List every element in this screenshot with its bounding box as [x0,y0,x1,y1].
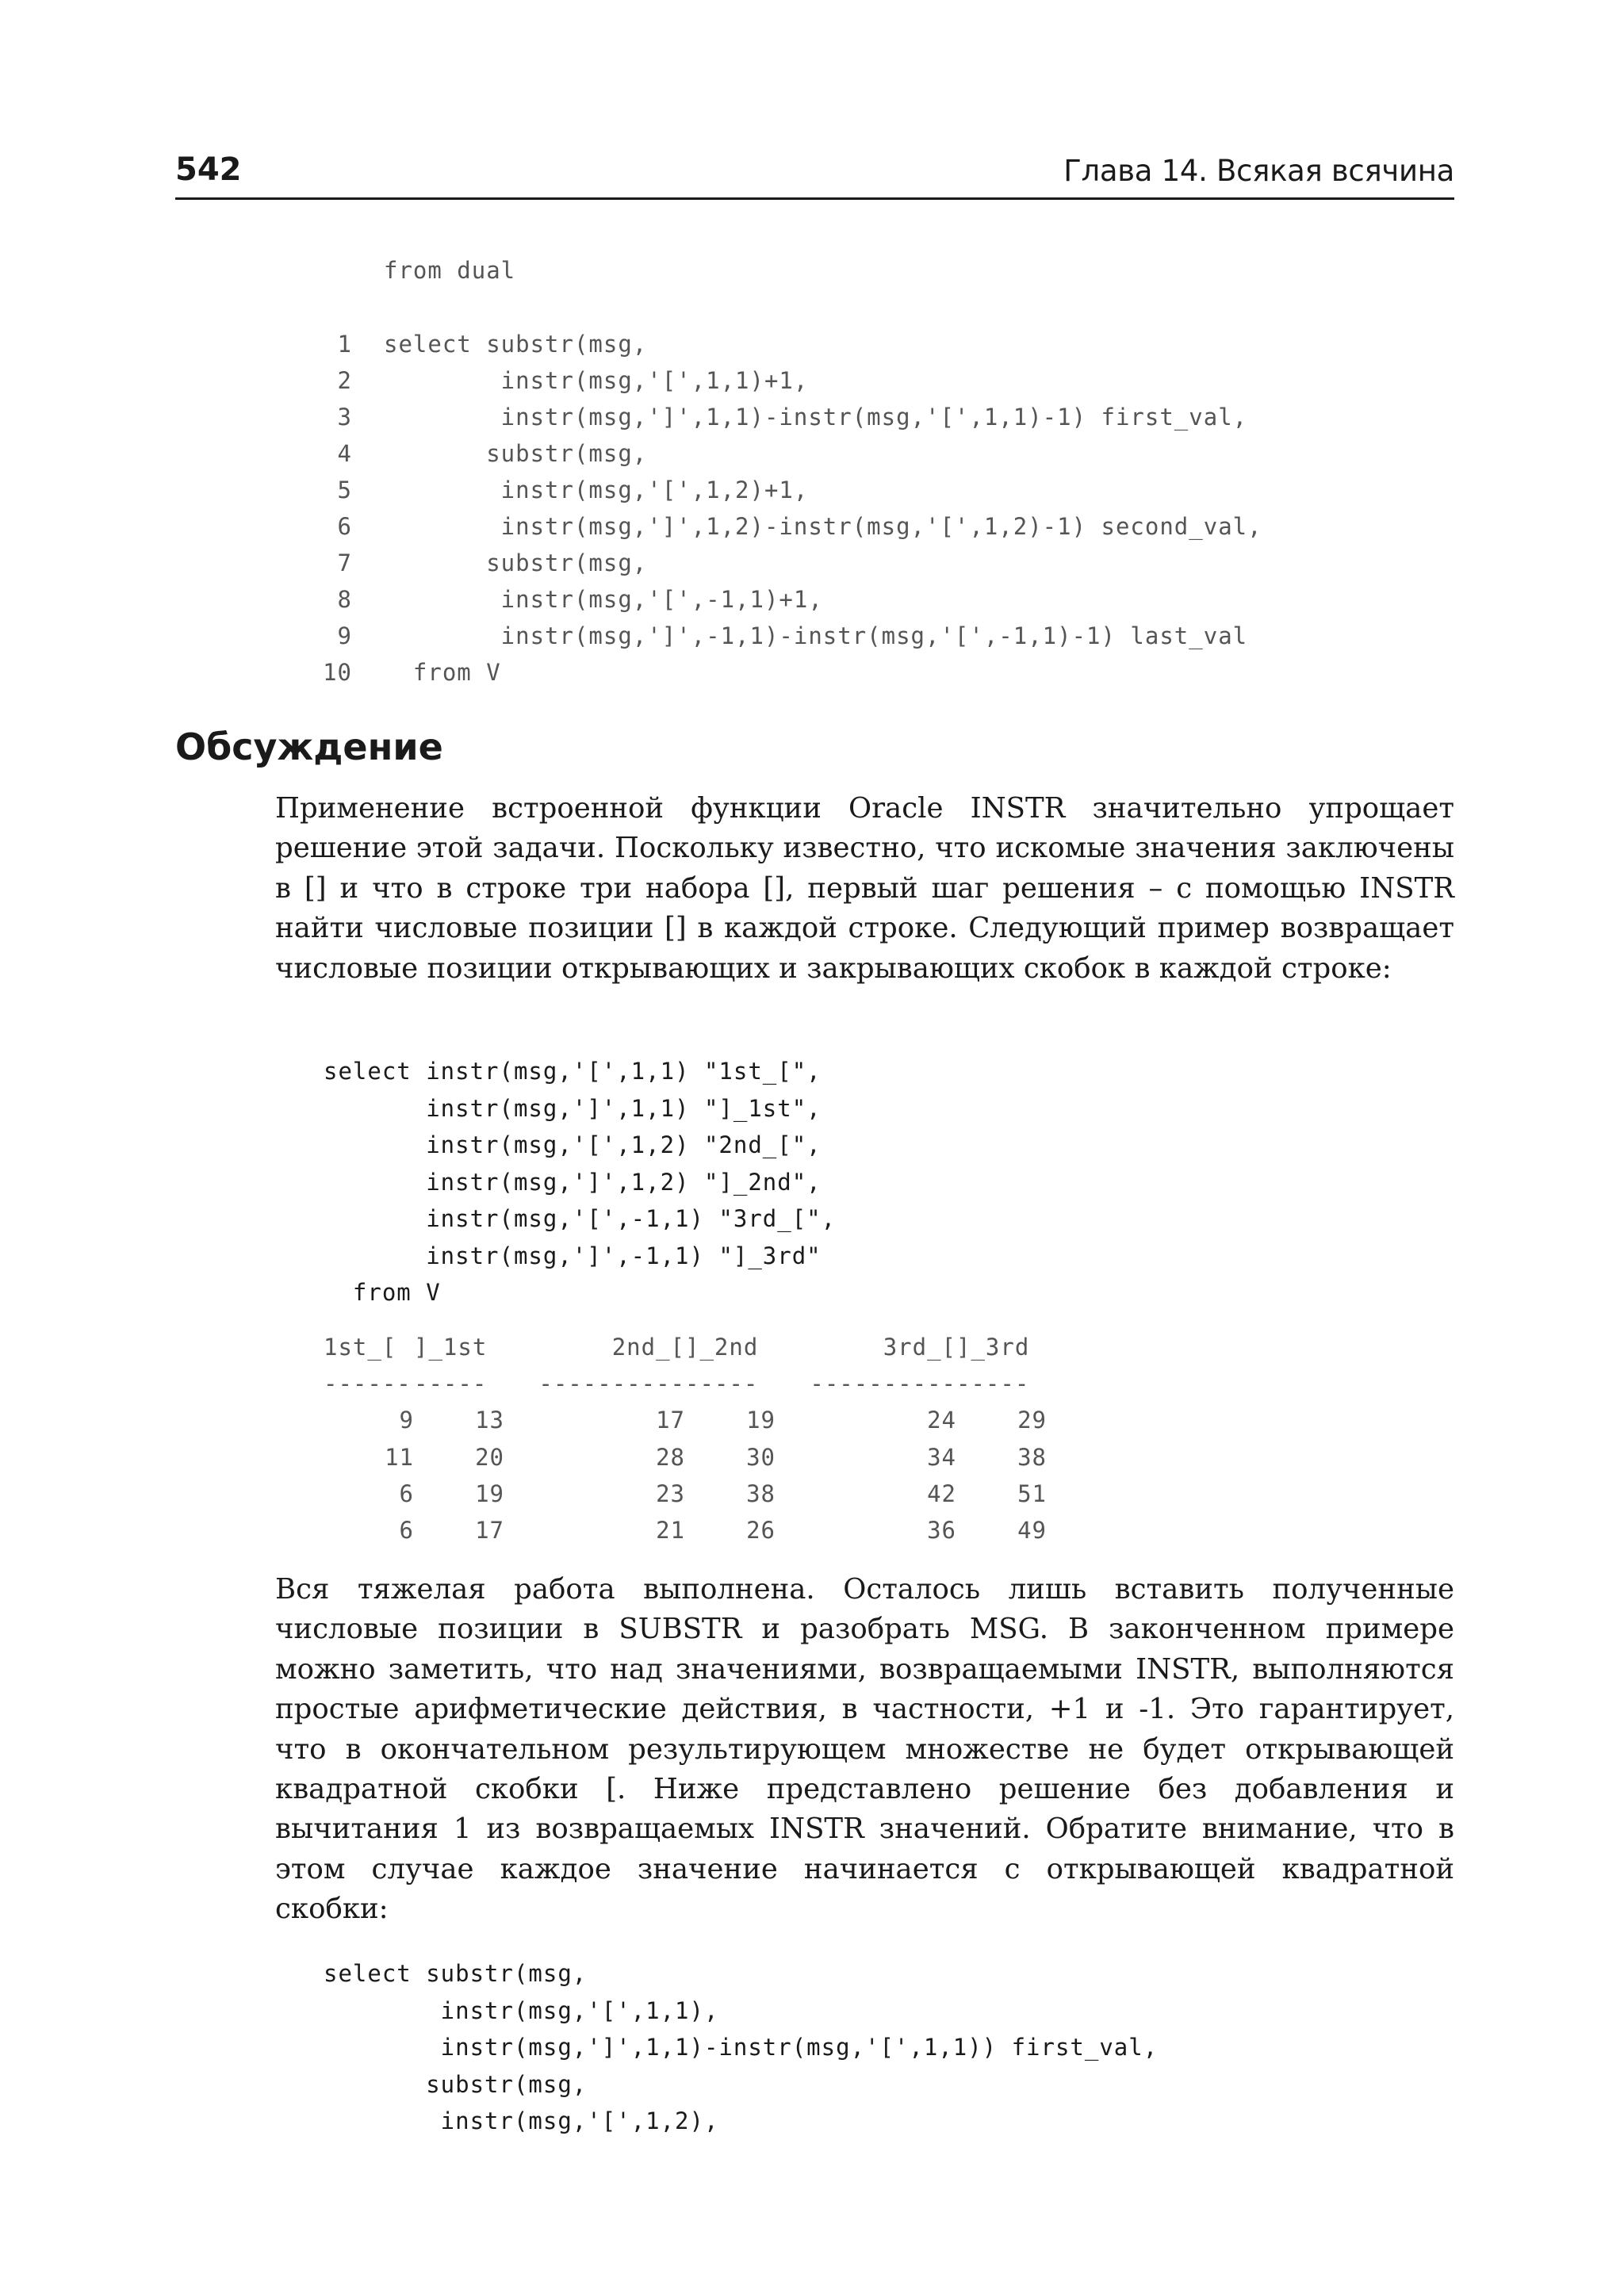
table-cell: 49 [1017,1517,1047,1545]
table-cell: 38 [1017,1443,1047,1471]
table-cell: 13 [475,1407,504,1434]
table-cell: 23 [656,1480,685,1507]
table-cell: 17 [656,1407,685,1434]
paragraph-2: Вся тяжелая работа выполнена. Осталось лишь вставить полученные числовые позиции в SUBSTR и разобрать MSG. В законченном примере можно заметить, что над значениями, возвращаемыми INSTR, выполняются простые арифметические действия, в частности, +1 и -1. Это гарантирует, что в окончательном результирующем множестве не будет открывающей квадратной скобки [. Ниже представлено решение без добавления и вычитания 1 из возвращаемых INSTR значений. Обратите внимание, что в этом случае каждое значение начинается с открывающей квадратной скобки: [275,1573,1454,1926]
table-cell: 6 [399,1517,414,1545]
page-number: 542 [175,151,242,188]
table-cell: 6 [399,1480,414,1507]
table-row [324,1439,1047,1476]
table-row [324,1476,1047,1512]
table-header: 3rd_[ [883,1334,956,1361]
result-table [324,1329,1047,1548]
table-cell: 36 [927,1517,956,1545]
table-header: ]_1st [414,1334,488,1361]
table-cell: 29 [1017,1407,1047,1434]
table-header: 2nd_[ [611,1334,685,1361]
table-cell: 11 [385,1443,414,1471]
table-cell: 34 [927,1443,956,1471]
table-cell: 38 [746,1480,776,1507]
paragraph-1: Применение встроенной функции Oracle INSTR значительно упрощает решение этой задачи. Поскольку известно, что искомые значения заключены в [] и что в строке три набора [], первый шаг решения – с помощью INSTR найти числовые позиции [] в каждой строке. Следующий пример возвращает числовые позиции открывающих и закрывающих скобок в каждой строке: [275,792,1454,985]
table-cell: 19 [475,1480,504,1507]
table-header: ]_3rd [956,1334,1030,1361]
table-separator: ------ [324,1370,412,1398]
table-cell: 26 [746,1517,776,1545]
table-header: ]_2nd [685,1334,759,1361]
header-rule [175,197,1454,200]
code-listing-bottom: select substr(msg, instr(msg,'[',1,1), instr(msg,']',1,1)-instr(msg,'[',1,1)) first_val, substr(msg, instr(msg,'[',1,2), [324,1960,1159,2134]
table-header: 1st_[ [324,1334,397,1361]
table-separator: ---------- [538,1370,685,1398]
table-separator: ----- [956,1370,1030,1398]
code-preamble: from dual [384,257,516,284]
table-cell: 20 [475,1443,504,1471]
table-cell: 28 [656,1443,685,1471]
table-cell: 24 [927,1407,956,1434]
table-separator: ----- [685,1370,759,1398]
table-separator-row [324,1365,1047,1402]
table-cell: 51 [1017,1480,1047,1507]
table-cell: 30 [746,1443,776,1471]
table-cell: 9 [399,1407,414,1434]
code-listing-middle: select instr(msg,'[',1,1) "1st_[", instr(msg,']',1,1) "]_1st", instr(msg,'[',1,2) "2nd_[", instr(msg,']',1,2) "]_2nd", instr(msg,'[',-1,1) "3rd_[", instr(msg,']',-1,1) "]_3rd" from V [324,1058,837,1306]
section-heading: Обсуждение [175,725,443,768]
table-row [324,1402,1047,1438]
table-cell: 17 [475,1517,504,1545]
table-cell: 19 [746,1407,776,1434]
table-separator: ----- [414,1370,488,1398]
code-line-numbers: 1 2 3 4 5 6 7 8 9 10 [323,331,352,686]
table-row [324,1512,1047,1548]
table-separator: ---------- [810,1370,956,1398]
code-listing-top: select substr(msg, instr(msg,'[',1,1)+1, instr(msg,']',1,1)-instr(msg,'[',1,1)-1) first_val, substr(msg, instr(msg,'[',1,2)+1, instr(msg,']',1,2)-instr(msg,'[',1,2)-1) second_val, substr(msg, instr(msg,'[',-1,1)+1, instr(msg,']',-1,1)-instr(msg,'[',-1,1)-1) last_val from V [384,331,1262,686]
table-cell: 42 [927,1480,956,1507]
table-header-row [324,1329,1047,1365]
chapter-title: Глава 14. Всякая всячина [1063,154,1454,188]
table-cell: 21 [656,1517,685,1545]
